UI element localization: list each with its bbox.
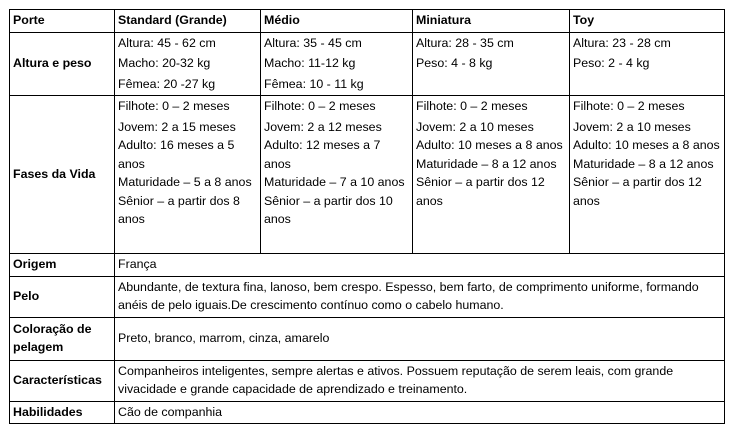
row-fases bbox=[10, 96, 725, 254]
text-line: Filhote: 0 – 2 meses bbox=[573, 99, 685, 113]
text-line: Altura: 28 - 35 cm bbox=[416, 35, 514, 50]
cell-fases-standard bbox=[115, 96, 261, 254]
text-line: Sênior – a partir dos 10 anos bbox=[264, 193, 393, 226]
text-line: Altura: 23 - 28 cm bbox=[573, 35, 671, 50]
cell-altura-toy bbox=[570, 32, 725, 96]
rowhead-habilidades: Habilidades bbox=[10, 401, 115, 424]
text-line: Adulto: 16 meses a 5 anos bbox=[118, 138, 235, 171]
text-line: Jovem: 2 a 15 meses bbox=[118, 119, 236, 134]
row-coloracao bbox=[10, 317, 725, 360]
breed-size-table bbox=[9, 9, 725, 424]
header-medio: Médio bbox=[261, 10, 413, 33]
text-line: Filhote: 0 – 2 meses bbox=[118, 99, 230, 113]
text-line: Altura: 35 - 45 cm bbox=[264, 35, 362, 50]
header-miniatura: Miniatura bbox=[413, 10, 570, 33]
cell-fases-toy bbox=[570, 96, 725, 254]
text-line: Fêmea: 20 -27 kg bbox=[118, 76, 216, 91]
cell-caracteristicas: Companheiros inteligentes, sempre alertas e ativos. Possuem reputação de serem leais, com grande vivacidade e grande capacidade de aprendizado e treinamento. bbox=[115, 360, 725, 401]
text-line: Sênior – a partir dos 8 anos bbox=[118, 193, 240, 226]
text-line: Maturidade – 8 a 12 anos bbox=[573, 156, 714, 171]
text-line: Fêmea: 10 - 11 kg bbox=[264, 76, 364, 91]
text-line: Maturidade – 7 a 10 anos bbox=[264, 175, 405, 189]
row-caracteristicas bbox=[10, 360, 725, 401]
text-line: Macho: 20-32 kg bbox=[118, 56, 211, 70]
rowhead-pelo: Pelo bbox=[10, 276, 115, 317]
cell-altura-medio bbox=[261, 32, 413, 96]
row-altura-peso bbox=[10, 32, 725, 96]
text-line: Jovem: 2 a 12 meses bbox=[264, 119, 382, 134]
text-line: Peso: 2 - 4 kg bbox=[573, 56, 650, 70]
cell-altura-miniatura bbox=[413, 32, 570, 96]
text-line: Filhote: 0 – 2 meses bbox=[416, 99, 528, 113]
text-line: Maturidade – 5 a 8 anos bbox=[118, 175, 252, 189]
text-line: Jovem: 2 a 10 meses bbox=[416, 119, 534, 134]
header-toy: Toy bbox=[570, 10, 725, 33]
row-habilidades bbox=[10, 401, 725, 424]
header-standard: Standard (Grande) bbox=[115, 10, 261, 33]
text-line: Maturidade – 8 a 12 anos bbox=[416, 156, 557, 171]
text-line: Macho: 11-12 kg bbox=[264, 56, 356, 70]
row-pelo bbox=[10, 276, 725, 317]
text-line: Adulto: 12 meses a 7 anos bbox=[264, 138, 381, 171]
text-line: Adulto: 10 meses a 8 anos bbox=[573, 138, 720, 152]
rowhead-coloracao: Coloração de pelagem bbox=[10, 317, 115, 360]
cell-coloracao: Preto, branco, marrom, cinza, amarelo bbox=[115, 317, 725, 360]
row-origem bbox=[10, 254, 725, 277]
text-line: Peso: 4 - 8 kg bbox=[416, 56, 493, 70]
text-line: Sênior – a partir dos 12 anos bbox=[573, 175, 702, 208]
header-row bbox=[10, 10, 725, 33]
text-line: Filhote: 0 – 2 meses bbox=[264, 99, 376, 113]
rowhead-fases: Fases da Vida bbox=[10, 96, 115, 254]
rowhead-caracteristicas: Características bbox=[10, 360, 115, 401]
cell-pelo: Abundante, de textura fina, lanoso, bem crespo. Espesso, bem farto, de comprimento uniforme, formando anéis de pelo iguais.De crescimento contínuo como o cabelo humano. bbox=[115, 276, 725, 317]
cell-origem: França bbox=[115, 254, 725, 277]
text-line: Sênior – a partir dos 12 anos bbox=[416, 175, 545, 208]
cell-altura-standard bbox=[115, 32, 261, 96]
rowhead-origem: Origem bbox=[10, 254, 115, 277]
rowhead-altura-peso: Altura e peso bbox=[10, 32, 115, 96]
cell-fases-miniatura bbox=[413, 96, 570, 254]
header-porte: Porte bbox=[10, 10, 115, 33]
cell-fases-medio bbox=[261, 96, 413, 254]
text-line: Jovem: 2 a 10 meses bbox=[573, 119, 691, 134]
text-line: Adulto: 10 meses a 8 anos bbox=[416, 138, 563, 152]
cell-habilidades: Cão de companhia bbox=[115, 401, 725, 424]
text-line: Altura: 45 - 62 cm bbox=[118, 35, 216, 50]
